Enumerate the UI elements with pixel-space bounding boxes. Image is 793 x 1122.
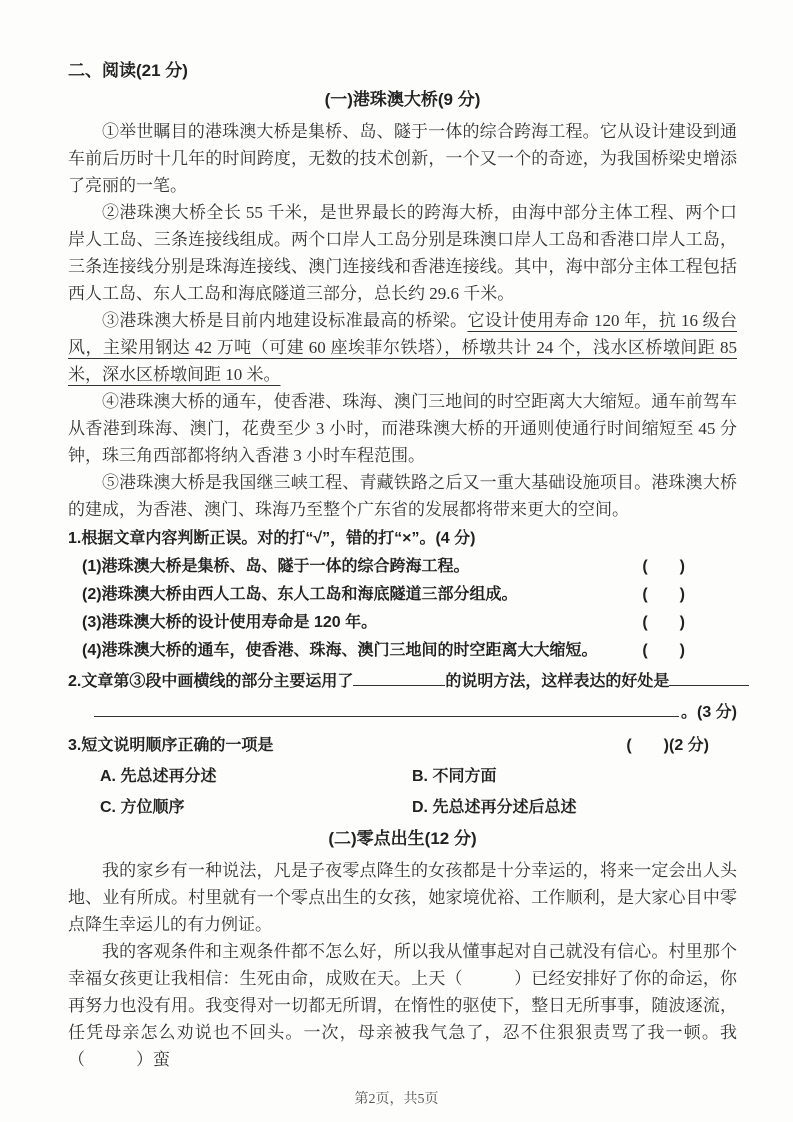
question-1-item-2: [68, 581, 737, 609]
passage2-paragraph-2: 我的客观条件和主观条件都不怎么好，所以我从懂事起对自己就没有信心。村里那个幸福女孩更让我相信：生死由命，成败在天。上天（ ）已经安排好了你的命运，你再努力也没有用。我变得对一切都无所谓，在惰性的驱使下，整日无所事事，随波逐流，任凭母亲怎么劝说也不回头。一次，母亲被我气急了，忍不住狠狠责骂了我一顿。我（ ）蛮: [68, 942, 737, 1069]
question-2-stem-part-1: 2.文章第③段中画横线的部分主要运用了: [68, 673, 354, 690]
question-1: [68, 525, 737, 665]
question-3-bracket-score: [626, 731, 709, 761]
question-3-stem: 3.短文说明顺序正确的一项是: [68, 737, 274, 754]
question-1-stem: 1.根据文章内容判断正误。对的打“√”，错的打“×”。(4 分): [68, 530, 476, 547]
question-2-line-1: [68, 667, 737, 697]
section-title-reading: 二、阅读(21 分): [68, 61, 188, 80]
page-number: 第2页，共5页: [354, 1092, 439, 1107]
question-3: [68, 731, 737, 823]
option-a[interactable]: A. 先总述再分述: [100, 768, 217, 785]
question-2-line-2: [68, 697, 737, 729]
fill-in-blank[interactable]: [669, 672, 749, 686]
question-3-score: (2 分): [668, 737, 709, 754]
answer-bracket[interactable]: ( ): [642, 614, 685, 631]
question-2-score: 。(3 分): [680, 704, 737, 721]
answer-bracket[interactable]: ( ): [642, 586, 685, 603]
question-1-item-1-text: (1)港珠澳大桥是集桥、岛、隧于一体的综合跨海工程。: [82, 558, 470, 575]
passage1-paragraph-2: ②港珠澳大桥全长 55 千米，是世界最长的跨海大桥，由海中部分主体工程、两个口岸人工岛、三条连接线组成。两个口岸人工岛分别是珠澳口岸人工岛和香港口岸人工岛，三条连接线分别是珠海连接线、澳门连接线和香港连接线。其中，海中部分主体工程包括西人工岛、东人工岛和海底隧道三部分，总长约 29.6 千米。: [68, 203, 737, 303]
passage1-paragraph-3: [68, 307, 737, 388]
question-3-stem-row: [68, 731, 737, 761]
question-2: [68, 667, 737, 729]
passage1-paragraph-5: ⑤港珠澳大桥是我国继三峡工程、青藏铁路之后又一重大基础设施项目。港珠澳大桥的建成，为香港、澳门、珠海乃至整个广东省的发展都将带来更大的空间。: [68, 473, 737, 519]
paragraph-3-lead: ③港珠澳大桥是目前内地建设标准最高的桥梁。: [102, 311, 468, 330]
answer-bracket[interactable]: ( ): [626, 737, 669, 754]
passage1-paragraph-1: ①举世瞩目的港珠澳大桥是集桥、岛、隧于一体的综合跨海工程。它从设计建设到通车前后历时十几年的时间跨度，无数的技术创新，一个又一个的奇迹，为我国桥梁史增添了亮丽的一笔。: [68, 122, 737, 195]
answer-bracket[interactable]: ( ): [642, 642, 685, 659]
question-1-item-3: [68, 609, 737, 637]
option-c[interactable]: C. 方位顺序: [100, 799, 185, 816]
passage2-title: (二)零点出生(12 分): [328, 829, 477, 848]
question-1-item-1: [68, 553, 737, 581]
option-b[interactable]: B. 不同方面: [412, 768, 497, 785]
option-d[interactable]: D. 先总述再分述后总述: [412, 799, 577, 816]
question-1-item-2-text: (2)港珠澳大桥由西人工岛、东人工岛和海底隧道三部分组成。: [82, 586, 518, 603]
passage1-title: (一)港珠澳大桥(9 分): [324, 90, 481, 109]
question-3-options: [68, 761, 737, 823]
fill-in-blank-long[interactable]: [94, 701, 679, 717]
answer-bracket[interactable]: ( ): [642, 558, 685, 575]
question-1-item-4-text: (4)港珠澳大桥的通车，使香港、珠海、澳门三地间的时空距离大大缩短。: [82, 642, 598, 659]
question-1-item-3-text: (3)港珠澳大桥的设计使用寿命是 120 年。: [82, 614, 378, 631]
question-1-item-4: [68, 637, 737, 665]
fill-in-blank[interactable]: [353, 672, 445, 686]
paragraph-3-underlined-text: 它设计使用寿命 120 年，抗 16 级台风，主梁用钢达 42 万吨（可建 60 座埃菲尔铁塔），桥墩共计 24 个，浅水区桥墩间距 85 米，深水区桥墩间距 10 米。: [68, 311, 738, 384]
question-2-stem-part-2: 的说明方法，这样表达的好处是: [445, 673, 670, 690]
passage2-paragraph-1: 我的家乡有一种说法，凡是子夜零点降生的女孩都是十分幸运的，将来一定会出人头地、业有所成。村里就有一个零点出生的女孩，她家境优裕、工作顺利，是大家心目中零点降生幸运儿的有力例证。: [68, 861, 737, 934]
passage1-paragraph-4: ④港珠澳大桥的通车，使香港、珠海、澳门三地间的时空距离大大缩短。通车前驾车从香港到珠海、澳门，花费至少 3 小时，而港珠澳大桥的开通则使通行时间缩短至 45 分钟，珠三角西部都将纳入香港 3 小时车程范围。: [68, 392, 737, 465]
